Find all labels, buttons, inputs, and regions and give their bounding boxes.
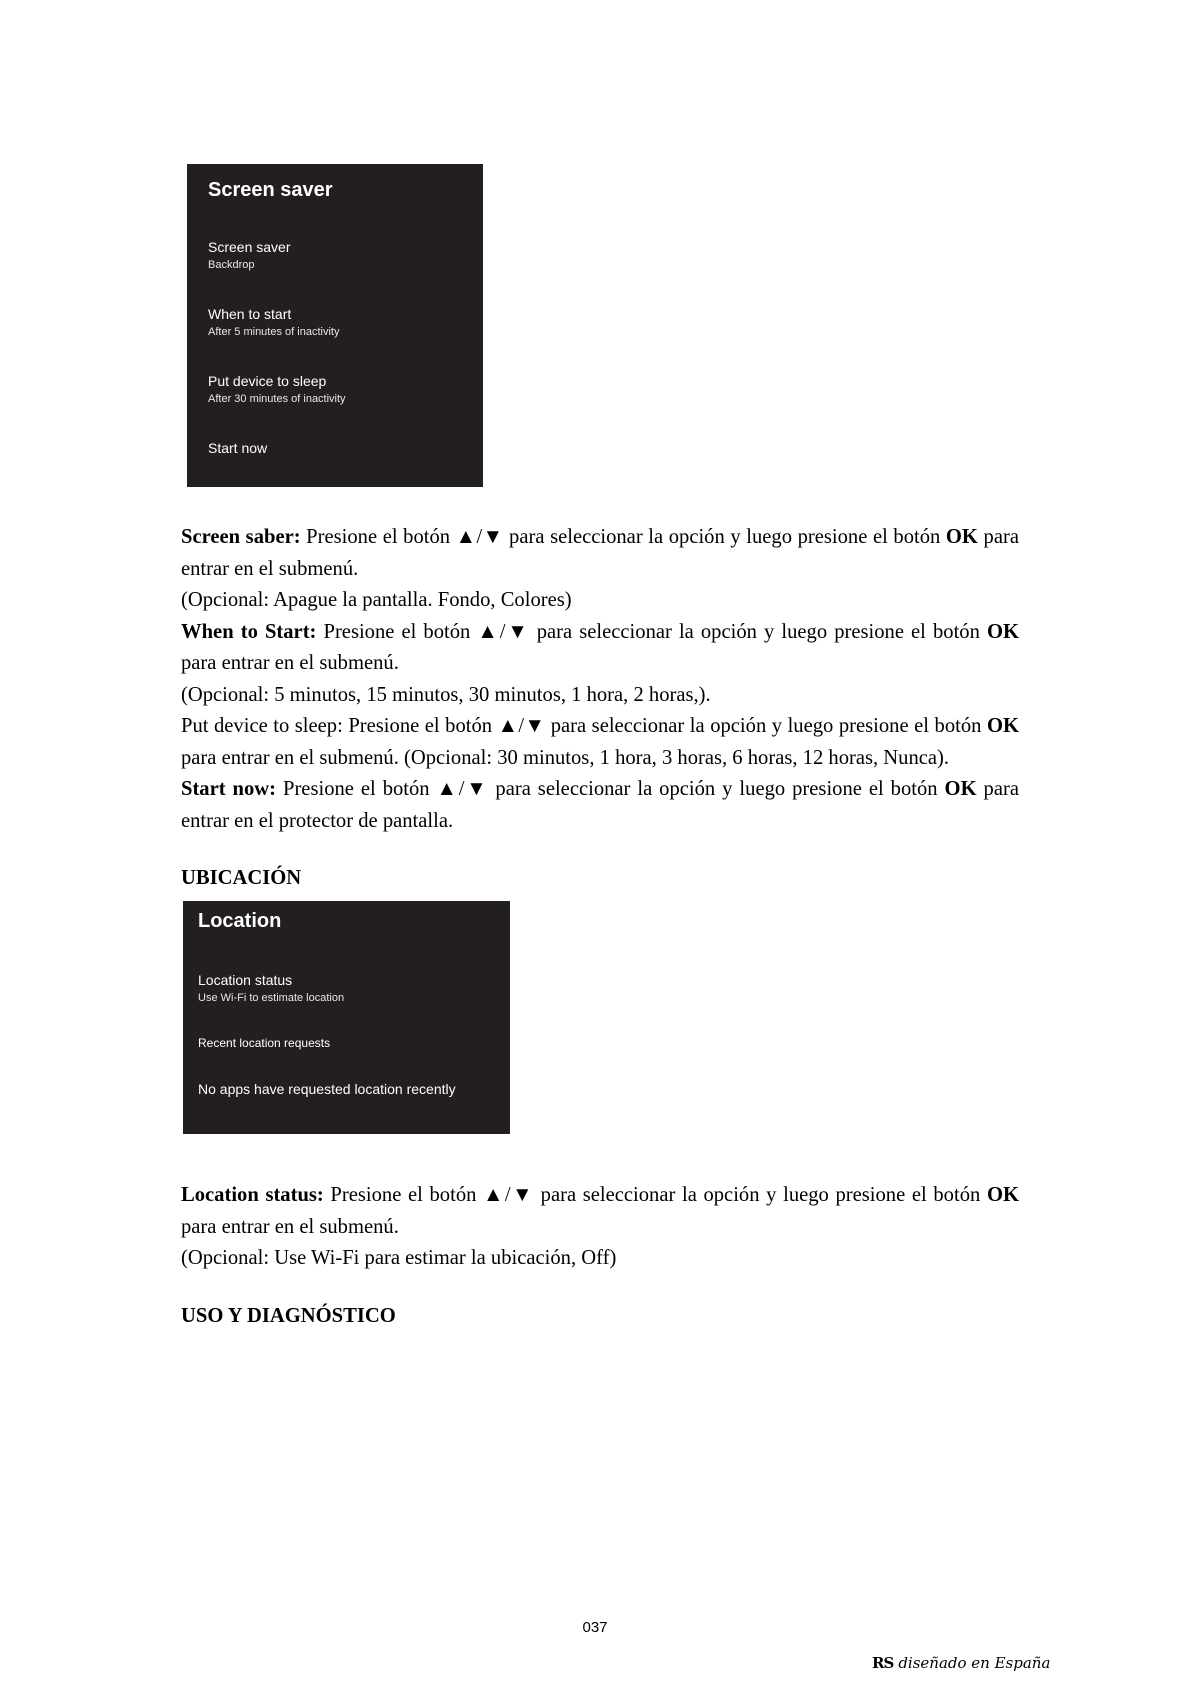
location-panel bbox=[183, 901, 510, 1134]
desc-tail: para entrar en el protector de pantalla. bbox=[181, 778, 1019, 832]
screen-saber-options: (Opcional: Apague la pantalla. Fondo, Colores) bbox=[181, 589, 572, 611]
option-label: Start now bbox=[208, 440, 268, 456]
ok-key: OK bbox=[944, 778, 977, 800]
put-device-to-sleep-option[interactable] bbox=[208, 373, 346, 405]
screen-saver-option[interactable] bbox=[208, 239, 290, 271]
ok-key: OK bbox=[945, 526, 978, 548]
term: Location status: bbox=[181, 1184, 324, 1206]
brand-text: diseñado en España bbox=[898, 1654, 1051, 1672]
option-label: Put device to sleep bbox=[208, 373, 327, 389]
screen-saver-panel bbox=[187, 164, 483, 487]
desc: Put device to sleep: Presione el botón ▲/▼ para seleccionar la opción y luego presione el botón bbox=[181, 715, 987, 737]
desc: Presione el botón ▲/▼ para seleccionar la opción y luego presione el botón bbox=[276, 778, 945, 800]
desc: Presione el botón ▲/▼ para seleccionar la opción y luego presione el botón bbox=[316, 620, 987, 643]
desc-tail: para entrar en el submenú. (Opcional: 30 minutos, 1 hora, 3 horas, 6 horas, 12 horas, Nunca). bbox=[181, 746, 950, 769]
location-status-options: (Opcional: Use Wi-Fi para estimar la ubicación, Off) bbox=[181, 1247, 617, 1269]
uso-diagnostico-heading: USO Y DIAGNÓSTICO bbox=[181, 1305, 396, 1327]
brand-logo bbox=[872, 1654, 1050, 1672]
term: Screen saber: bbox=[181, 526, 301, 548]
page-number: 037 bbox=[582, 1619, 608, 1636]
ok-key: OK bbox=[986, 620, 1019, 643]
when-to-start-paragraph bbox=[181, 617, 1019, 680]
term: When to Start: bbox=[181, 620, 317, 643]
desc-tail: para entrar en el submenú. bbox=[181, 652, 399, 674]
desc-tail: para entrar en el submenú. bbox=[181, 1215, 399, 1238]
option-value: Use Wi-Fi to estimate location bbox=[198, 992, 345, 1004]
option-value: Backdrop bbox=[208, 259, 255, 271]
ok-key: OK bbox=[986, 715, 1019, 737]
option-value: After 30 minutes of inactivity bbox=[208, 393, 346, 405]
option-label: Location status bbox=[198, 972, 293, 988]
ubicacion-heading: UBICACIÓN bbox=[181, 867, 302, 889]
desc: Presione el botón ▲/▼ para seleccionar la opción y luego presione el botón bbox=[323, 1184, 987, 1206]
put-device-paragraph bbox=[181, 711, 1019, 774]
recent-location-requests-label: Recent location requests bbox=[198, 1036, 331, 1050]
start-now-option[interactable] bbox=[208, 440, 267, 456]
location-panel-title: Location bbox=[198, 910, 282, 932]
when-to-start-option[interactable] bbox=[208, 306, 339, 338]
location-status-paragraph bbox=[181, 1180, 1019, 1243]
option-label: When to start bbox=[208, 306, 292, 322]
location-status-option[interactable] bbox=[198, 972, 344, 1004]
desc: Presione el botón ▲/▼ para seleccionar la opción y luego presione el botón bbox=[300, 526, 946, 548]
location-description bbox=[181, 1180, 1019, 1275]
when-to-start-options: (Opcional: 5 minutos, 15 minutos, 30 minutos, 1 hora, 2 horas,). bbox=[181, 683, 711, 706]
no-apps-message: No apps have requested location recently bbox=[198, 1081, 456, 1097]
screen-saber-paragraph bbox=[181, 522, 1019, 585]
term: Start now: bbox=[181, 778, 277, 800]
option-label: Screen saver bbox=[208, 239, 291, 255]
option-value: After 5 minutes of inactivity bbox=[208, 326, 340, 338]
ok-key: OK bbox=[986, 1184, 1019, 1206]
screen-saver-description bbox=[181, 522, 1019, 837]
brand-mark: RS bbox=[872, 1654, 894, 1672]
desc-tail: para entrar en el submenú. bbox=[181, 526, 1019, 580]
screen-saver-panel-title: Screen saver bbox=[208, 179, 333, 201]
start-now-paragraph bbox=[181, 774, 1019, 837]
